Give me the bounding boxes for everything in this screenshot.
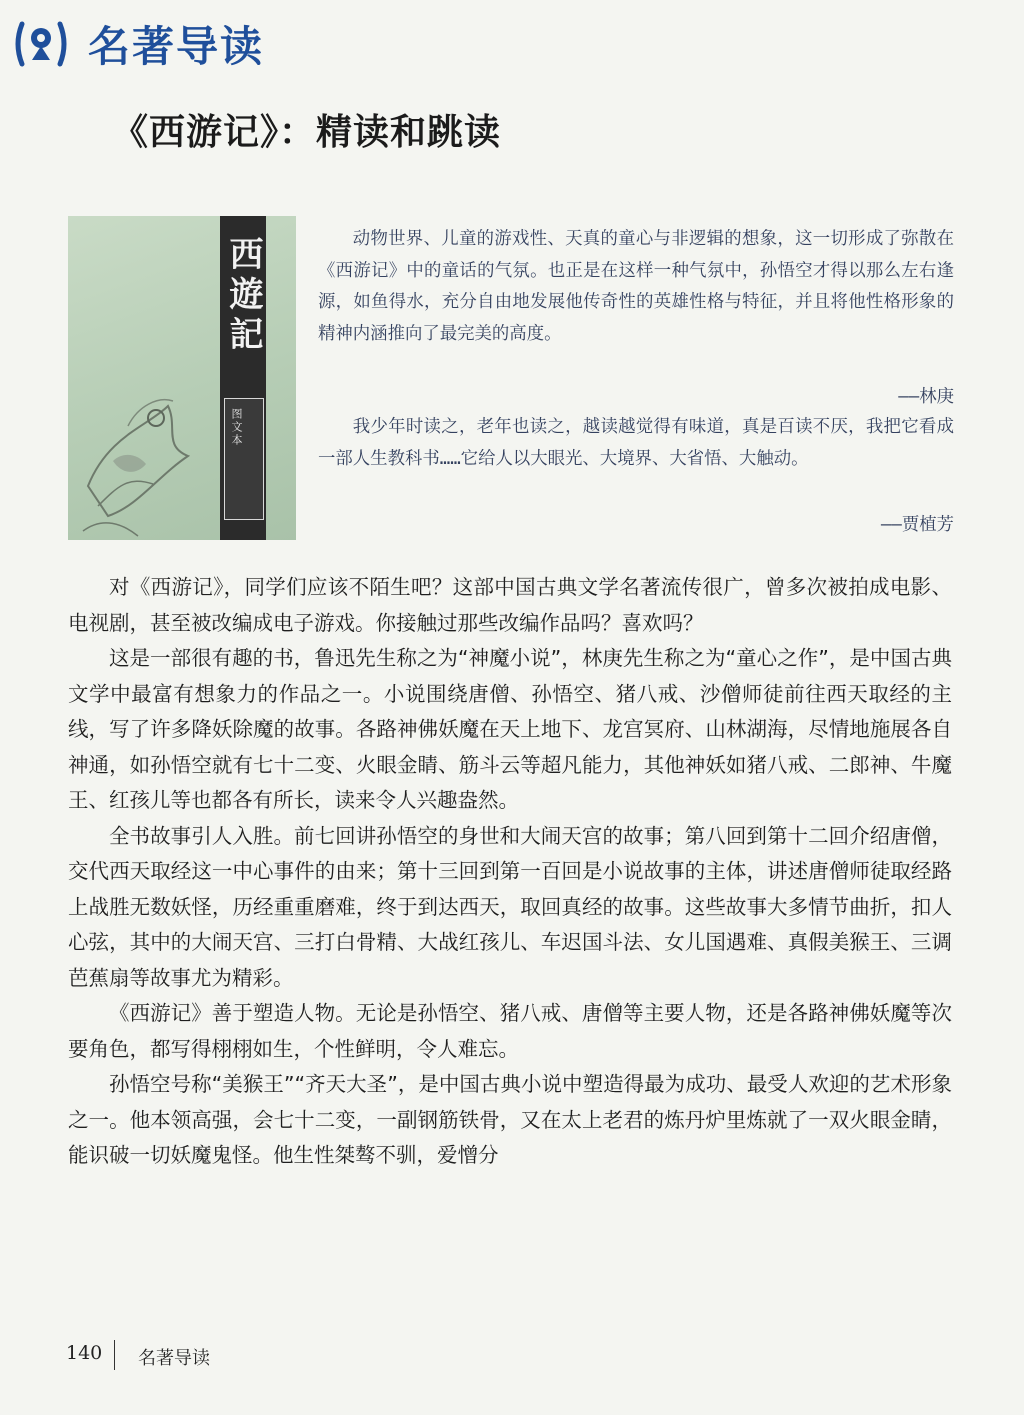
cover-title: 西遊記 (223, 236, 263, 356)
quote-text: 动物世界、儿童的游戏性、天真的童心与非逻辑的想象，这一切形成了弥散在《西游记》中的童话的气氛。也正是在这样一种气氛中，孙悟空才得以那么左右逢源，如鱼得水，充分自由地发展他传奇性的英雄性格与特征，并且将他性格形象的精神内涵推向了最完美的高度。 (318, 229, 954, 344)
paragraph: 全书故事引人入胜。前七回讲孙悟空的身世和大闹天宫的故事；第八回到第十二回介绍唐僧，交代西天取经这一中心事件的由来；第十三回到第一百回是小说故事的主体，讲述唐僧师徒取经路上战胜无数妖怪，历经重重磨难，终于到达西天，取回真经的故事。这些故事大多情节曲折，扣人心弦，其中的大闹天宫、三打白骨精、大战红孩儿、车迟国斗法、女儿国遇难、真假美猴王、三调芭蕉扇等故事尤为精彩。 (68, 823, 952, 990)
cover-label: 图文本 (230, 408, 243, 447)
paragraph: 孙悟空号称“美猴王”“齐天大圣”，是中国古典小说中塑造得最为成功、最受人欢迎的艺术形象之一。他本领高强，会七十二变，一副钢筋铁骨，又在太上老君的炼丹炉里炼就了一双火眼金睛，能识破一切妖魔鬼怪。他生性桀骜不驯，爱憎分 (68, 1072, 952, 1167)
article-title: 《西游记》：精读和跳读 (112, 112, 502, 153)
section-title: 名著导读 (88, 22, 265, 71)
book-cover-image (68, 216, 296, 540)
footer-divider (114, 1340, 115, 1370)
footer-section-label: 名著导读 (138, 1348, 210, 1369)
article-body (68, 570, 952, 1174)
paragraph: 《西游记》善于塑造人物。无论是孙悟空、猪八戒、唐僧等主要人物，还是各路神佛妖魔等次要角色，都写得栩栩如生，个性鲜明，令人难忘。 (68, 1001, 952, 1061)
quote-text: 我少年时读之，老年也读之，越读越觉得有味道，真是百读不厌，我把它看成一部人生教科书……它给人以大眼光、大境界、大省悟、大触动。 (318, 417, 954, 469)
cover-illustration (68, 366, 218, 540)
paragraph: 对《西游记》，同学们应该不陌生吧？这部中国古典文学名著流传很广，曾多次被拍成电影、电视剧，甚至被改编成电子游戏。你接触过那些改编作品吗？喜欢吗？ (68, 575, 952, 635)
paragraph: 这是一部很有趣的书，鲁迅先生称之为“神魔小说”，林庚先生称之为“童心之作”，是中国古典文学中最富有想象力的作品之一。小说围绕唐僧、孙悟空、猪八戒、沙僧师徒前往西天取经的主线，写了许多降妖除魔的故事。各路神佛妖魔在天上地下、龙宫冥府、山林湖海，尽情地施展各自神通，如孙悟空就有七十二变、火眼金睛、筋斗云等超凡能力，其他神妖如猪八戒、二郎神、牛魔王、红孩儿等也都各有所长，读来令人兴趣盎然。 (68, 646, 952, 812)
quote-attribution: ——林庚 (898, 387, 954, 407)
page-number: 140 (66, 1342, 103, 1364)
reading-guide-icon (12, 18, 70, 70)
quote-attribution: ——贾植芳 (880, 515, 954, 535)
